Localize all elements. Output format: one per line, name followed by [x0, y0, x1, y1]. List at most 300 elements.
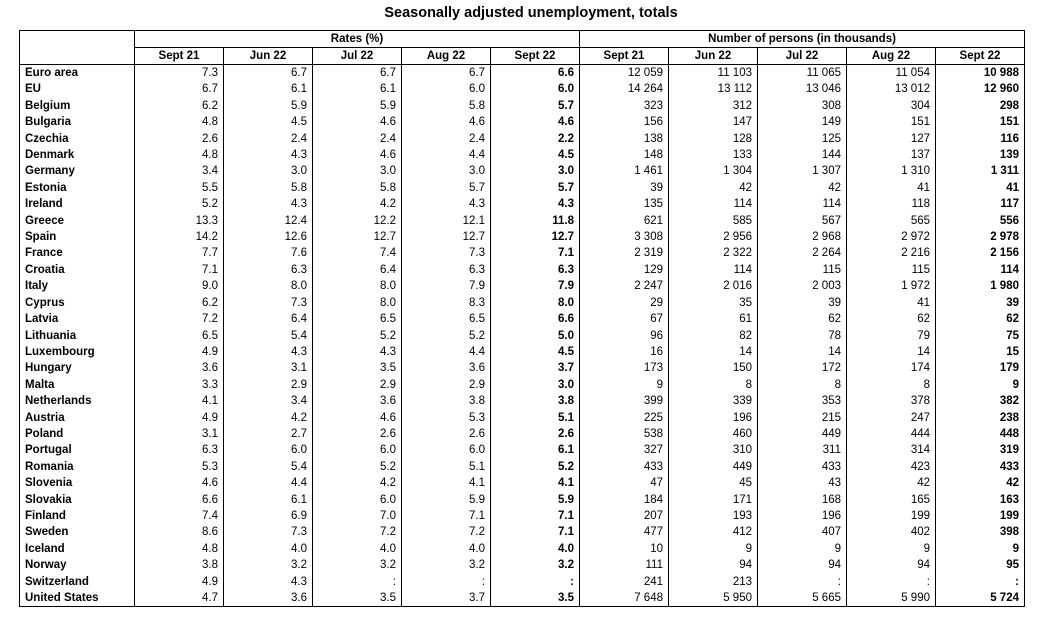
persons-cell: 449 — [758, 426, 847, 442]
persons-cell: 11 065 — [758, 65, 847, 82]
rate-cell: 8.3 — [402, 295, 491, 311]
persons-cell: 1 311 — [936, 163, 1025, 179]
persons-cell: 193 — [669, 508, 758, 524]
persons-cell: 41 — [847, 295, 936, 311]
rate-cell: 3.0 — [224, 163, 313, 179]
table-row — [20, 278, 1025, 294]
rate-cell: 7.2 — [402, 524, 491, 540]
unemployment-table — [19, 30, 1025, 607]
persons-cell: 172 — [758, 360, 847, 376]
rate-cell: 5.2 — [313, 328, 402, 344]
rate-cell: 4.5 — [491, 147, 580, 163]
rate-cell: 2.4 — [402, 131, 491, 147]
rate-cell: 2.4 — [224, 131, 313, 147]
persons-cell: 135 — [580, 196, 669, 212]
rate-cell: 2.4 — [313, 131, 402, 147]
persons-cell: 398 — [936, 524, 1025, 540]
rate-cell: 4.6 — [402, 114, 491, 130]
persons-cell: 538 — [580, 426, 669, 442]
rate-cell: 4.6 — [135, 475, 224, 491]
rate-cell: 4.8 — [135, 147, 224, 163]
rates-period-header: Jun 22 — [224, 48, 313, 65]
rate-cell: 5.1 — [402, 459, 491, 475]
persons-cell: 433 — [758, 459, 847, 475]
persons-cell: 148 — [580, 147, 669, 163]
rate-cell: 4.4 — [402, 147, 491, 163]
persons-cell: 15 — [936, 344, 1025, 360]
rate-cell: 4.5 — [224, 114, 313, 130]
persons-cell: 147 — [669, 114, 758, 130]
persons-cell: 39 — [936, 295, 1025, 311]
rate-cell: 6.6 — [491, 311, 580, 327]
rate-cell: 7.9 — [491, 278, 580, 294]
persons-cell: 433 — [936, 459, 1025, 475]
rate-cell: 3.5 — [313, 590, 402, 607]
persons-cell: 179 — [936, 360, 1025, 376]
rate-cell: 7.7 — [135, 245, 224, 261]
rate-cell: 7.2 — [135, 311, 224, 327]
persons-cell: 407 — [758, 524, 847, 540]
persons-cell: 412 — [669, 524, 758, 540]
rate-cell: 7.6 — [224, 245, 313, 261]
persons-cell: 323 — [580, 98, 669, 114]
table-row — [20, 541, 1025, 557]
rate-cell: 6.3 — [402, 262, 491, 278]
table-row — [20, 114, 1025, 130]
rate-cell: 4.9 — [135, 410, 224, 426]
persons-cell: 94 — [847, 557, 936, 573]
persons-cell: 353 — [758, 393, 847, 409]
persons-cell: 174 — [847, 360, 936, 376]
persons-cell: 9 — [936, 377, 1025, 393]
rate-cell: 6.7 — [402, 65, 491, 82]
rate-cell: 6.1 — [224, 492, 313, 508]
persons-cell: 115 — [847, 262, 936, 278]
rate-cell: 6.7 — [313, 65, 402, 82]
persons-cell: 1 972 — [847, 278, 936, 294]
persons-cell: 184 — [580, 492, 669, 508]
rate-cell: 2.9 — [224, 377, 313, 393]
persons-cell: 133 — [669, 147, 758, 163]
rate-cell: 6.6 — [491, 65, 580, 82]
rate-cell: 8.0 — [491, 295, 580, 311]
persons-cell: 12 059 — [580, 65, 669, 82]
rate-cell: 3.2 — [491, 557, 580, 573]
persons-period-header: Jun 22 — [669, 48, 758, 65]
table-row — [20, 492, 1025, 508]
rate-cell: 4.2 — [313, 196, 402, 212]
country-name: Switzerland — [20, 574, 135, 590]
persons-cell: 196 — [758, 508, 847, 524]
persons-cell: 118 — [847, 196, 936, 212]
rate-cell: 6.6 — [135, 492, 224, 508]
persons-cell: 45 — [669, 475, 758, 491]
rate-cell: 4.3 — [224, 574, 313, 590]
rate-cell: 12.7 — [491, 229, 580, 245]
country-name: Finland — [20, 508, 135, 524]
rate-cell: 4.6 — [313, 114, 402, 130]
persons-period-header: Jul 22 — [758, 48, 847, 65]
persons-cell: 42 — [758, 180, 847, 196]
rate-cell: 5.7 — [491, 98, 580, 114]
table-row — [20, 360, 1025, 376]
persons-cell: 35 — [669, 295, 758, 311]
rate-cell: 4.2 — [224, 410, 313, 426]
persons-cell: 111 — [580, 557, 669, 573]
rate-cell: : — [491, 574, 580, 590]
rate-cell: 7.3 — [135, 65, 224, 82]
persons-cell: 14 — [758, 344, 847, 360]
rate-cell: 5.2 — [313, 459, 402, 475]
rate-cell: 12.7 — [402, 229, 491, 245]
persons-cell: 114 — [758, 196, 847, 212]
persons-period-header: Aug 22 — [847, 48, 936, 65]
persons-cell: 2 264 — [758, 245, 847, 261]
rate-cell: 5.2 — [135, 196, 224, 212]
persons-cell: 41 — [936, 180, 1025, 196]
country-name: Germany — [20, 163, 135, 179]
table-row — [20, 410, 1025, 426]
persons-cell: 2 972 — [847, 229, 936, 245]
persons-cell: 168 — [758, 492, 847, 508]
rate-cell: 3.2 — [402, 557, 491, 573]
persons-cell: 10 — [580, 541, 669, 557]
table-row — [20, 65, 1025, 82]
persons-cell: 67 — [580, 311, 669, 327]
persons-cell: 585 — [669, 213, 758, 229]
persons-cell: : — [936, 574, 1025, 590]
table-row — [20, 131, 1025, 147]
country-name: Belgium — [20, 98, 135, 114]
rate-cell: 4.9 — [135, 574, 224, 590]
country-name: United States — [20, 590, 135, 607]
rate-cell: 4.3 — [402, 196, 491, 212]
rate-cell: 2.6 — [491, 426, 580, 442]
table-row — [20, 377, 1025, 393]
persons-cell: 62 — [847, 311, 936, 327]
country-name: Italy — [20, 278, 135, 294]
rate-cell: 6.0 — [402, 442, 491, 458]
persons-cell: 308 — [758, 98, 847, 114]
rate-cell: 3.8 — [491, 393, 580, 409]
country-name: Sweden — [20, 524, 135, 540]
rate-cell: 6.2 — [135, 98, 224, 114]
persons-cell: 11 103 — [669, 65, 758, 82]
persons-cell: 1 980 — [936, 278, 1025, 294]
rate-cell: 3.5 — [491, 590, 580, 607]
rate-cell: 2.9 — [402, 377, 491, 393]
rate-cell: 3.1 — [135, 426, 224, 442]
rate-cell: 7.0 — [313, 508, 402, 524]
rate-cell: 7.2 — [313, 524, 402, 540]
rate-cell: 12.4 — [224, 213, 313, 229]
persons-cell: 47 — [580, 475, 669, 491]
persons-cell: 82 — [669, 328, 758, 344]
table-row — [20, 475, 1025, 491]
rate-cell: 6.0 — [313, 442, 402, 458]
rate-cell: 14.2 — [135, 229, 224, 245]
rate-cell: 4.3 — [313, 344, 402, 360]
rate-cell: 2.9 — [313, 377, 402, 393]
rate-cell: 5.4 — [224, 328, 313, 344]
persons-cell: 129 — [580, 262, 669, 278]
persons-cell: 14 — [669, 344, 758, 360]
rate-cell: : — [402, 574, 491, 590]
persons-cell: 42 — [936, 475, 1025, 491]
rate-cell: 7.1 — [402, 508, 491, 524]
table-row — [20, 524, 1025, 540]
rate-cell: 5.2 — [402, 328, 491, 344]
table-row — [20, 344, 1025, 360]
persons-cell: : — [847, 574, 936, 590]
persons-cell: 213 — [669, 574, 758, 590]
country-name: Cyprus — [20, 295, 135, 311]
rate-cell: 7.1 — [135, 262, 224, 278]
persons-cell: 8 — [758, 377, 847, 393]
rate-cell: 7.9 — [402, 278, 491, 294]
rate-cell: 5.9 — [402, 492, 491, 508]
persons-cell: 2 216 — [847, 245, 936, 261]
rate-cell: 4.0 — [224, 541, 313, 557]
persons-cell: 128 — [669, 131, 758, 147]
rate-cell: 3.6 — [135, 360, 224, 376]
rate-cell: 7.1 — [491, 508, 580, 524]
persons-cell: 114 — [669, 262, 758, 278]
persons-cell: 449 — [669, 459, 758, 475]
rate-cell: 5.8 — [313, 180, 402, 196]
rate-cell: 3.7 — [402, 590, 491, 607]
table-row — [20, 442, 1025, 458]
rate-cell: 6.5 — [135, 328, 224, 344]
table-row — [20, 590, 1025, 607]
persons-cell: 621 — [580, 213, 669, 229]
rate-cell: 6.9 — [224, 508, 313, 524]
persons-cell: 79 — [847, 328, 936, 344]
rate-cell: 3.4 — [224, 393, 313, 409]
persons-cell: 402 — [847, 524, 936, 540]
rate-cell: 8.6 — [135, 524, 224, 540]
persons-cell: 3 308 — [580, 229, 669, 245]
rate-cell: 2.6 — [135, 131, 224, 147]
rates-period-header: Sept 21 — [135, 48, 224, 65]
persons-cell: 29 — [580, 295, 669, 311]
persons-cell: 423 — [847, 459, 936, 475]
country-name: Lithuania — [20, 328, 135, 344]
rate-cell: 6.0 — [491, 81, 580, 97]
country-name: Ireland — [20, 196, 135, 212]
table-row — [20, 98, 1025, 114]
country-name: Iceland — [20, 541, 135, 557]
persons-cell: 311 — [758, 442, 847, 458]
persons-cell: 196 — [669, 410, 758, 426]
persons-cell: 139 — [936, 147, 1025, 163]
persons-cell: 127 — [847, 131, 936, 147]
country-name: Latvia — [20, 311, 135, 327]
country-name: Bulgaria — [20, 114, 135, 130]
rate-cell: 4.1 — [402, 475, 491, 491]
rate-cell: 8.0 — [313, 295, 402, 311]
rate-cell: 6.1 — [224, 81, 313, 97]
persons-cell: 14 264 — [580, 81, 669, 97]
rate-cell: 3.6 — [402, 360, 491, 376]
persons-cell: 207 — [580, 508, 669, 524]
persons-cell: 8 — [847, 377, 936, 393]
rate-cell: 4.6 — [313, 410, 402, 426]
persons-cell: 94 — [669, 557, 758, 573]
rate-cell: 4.6 — [313, 147, 402, 163]
persons-cell: 16 — [580, 344, 669, 360]
persons-cell: 2 978 — [936, 229, 1025, 245]
rate-cell: 7.3 — [402, 245, 491, 261]
persons-cell: 62 — [758, 311, 847, 327]
country-name: Estonia — [20, 180, 135, 196]
rate-cell: 5.3 — [135, 459, 224, 475]
country-name: Slovenia — [20, 475, 135, 491]
persons-cell: 8 — [669, 377, 758, 393]
table-row — [20, 295, 1025, 311]
rate-cell: 3.3 — [135, 377, 224, 393]
country-name: Romania — [20, 459, 135, 475]
persons-cell: 1 310 — [847, 163, 936, 179]
table-row — [20, 393, 1025, 409]
table-row — [20, 328, 1025, 344]
rate-cell: 2.6 — [402, 426, 491, 442]
country-name: Euro area — [20, 65, 135, 82]
table-row — [20, 459, 1025, 475]
persons-cell: 137 — [847, 147, 936, 163]
persons-cell: 1 304 — [669, 163, 758, 179]
rate-cell: 2.7 — [224, 426, 313, 442]
rate-cell: 6.3 — [135, 442, 224, 458]
rate-cell: 3.6 — [224, 590, 313, 607]
persons-cell: 94 — [758, 557, 847, 573]
persons-cell: 163 — [936, 492, 1025, 508]
persons-cell: 2 322 — [669, 245, 758, 261]
rates-period-header: Aug 22 — [402, 48, 491, 65]
rate-cell: 4.4 — [402, 344, 491, 360]
country-name: Croatia — [20, 262, 135, 278]
country-name: Norway — [20, 557, 135, 573]
rate-cell: 8.0 — [313, 278, 402, 294]
country-name: Austria — [20, 410, 135, 426]
persons-cell: 144 — [758, 147, 847, 163]
rate-cell: 4.3 — [224, 344, 313, 360]
persons-cell: 41 — [847, 180, 936, 196]
rate-cell: 6.5 — [402, 311, 491, 327]
persons-cell: 149 — [758, 114, 847, 130]
rate-cell: 2.6 — [313, 426, 402, 442]
persons-cell: 7 648 — [580, 590, 669, 607]
rate-cell: 3.2 — [313, 557, 402, 573]
persons-cell: 247 — [847, 410, 936, 426]
persons-cell: 241 — [580, 574, 669, 590]
country-name: Portugal — [20, 442, 135, 458]
corner-cell — [20, 31, 135, 65]
persons-cell: 117 — [936, 196, 1025, 212]
persons-cell: 96 — [580, 328, 669, 344]
rate-cell: 4.3 — [224, 147, 313, 163]
country-name: France — [20, 245, 135, 261]
rate-cell: 6.7 — [224, 65, 313, 82]
rate-cell: 6.7 — [135, 81, 224, 97]
persons-cell: 1 307 — [758, 163, 847, 179]
rate-cell: 4.9 — [135, 344, 224, 360]
rate-cell: 6.0 — [313, 492, 402, 508]
persons-cell: 433 — [580, 459, 669, 475]
persons-cell: 304 — [847, 98, 936, 114]
rate-cell: 4.5 — [491, 344, 580, 360]
rate-cell: 4.4 — [224, 475, 313, 491]
persons-cell: 312 — [669, 98, 758, 114]
rate-cell: 5.5 — [135, 180, 224, 196]
persons-cell: 165 — [847, 492, 936, 508]
persons-cell: 95 — [936, 557, 1025, 573]
rate-cell: 4.1 — [135, 393, 224, 409]
rate-cell: 6.4 — [313, 262, 402, 278]
persons-cell: 156 — [580, 114, 669, 130]
persons-cell: 43 — [758, 475, 847, 491]
persons-cell: 5 950 — [669, 590, 758, 607]
rate-cell: 4.1 — [491, 475, 580, 491]
persons-cell: 225 — [580, 410, 669, 426]
country-name: Denmark — [20, 147, 135, 163]
rate-cell: 3.8 — [402, 393, 491, 409]
persons-cell: 5 724 — [936, 590, 1025, 607]
rate-cell: 3.1 — [224, 360, 313, 376]
persons-cell: 13 046 — [758, 81, 847, 97]
rate-cell: 5.7 — [402, 180, 491, 196]
country-name: Czechia — [20, 131, 135, 147]
rate-cell: 3.0 — [491, 163, 580, 179]
persons-cell: 115 — [758, 262, 847, 278]
rate-cell: : — [313, 574, 402, 590]
table-row — [20, 311, 1025, 327]
rate-cell: 3.0 — [313, 163, 402, 179]
persons-cell: 444 — [847, 426, 936, 442]
persons-cell: 151 — [847, 114, 936, 130]
persons-cell: 114 — [669, 196, 758, 212]
rate-cell: 5.8 — [402, 98, 491, 114]
rate-cell: 12.1 — [402, 213, 491, 229]
persons-cell: 2 319 — [580, 245, 669, 261]
persons-cell: 215 — [758, 410, 847, 426]
persons-cell: 298 — [936, 98, 1025, 114]
persons-cell: 319 — [936, 442, 1025, 458]
persons-cell: 339 — [669, 393, 758, 409]
persons-cell: 9 — [580, 377, 669, 393]
table-row — [20, 557, 1025, 573]
persons-cell: 327 — [580, 442, 669, 458]
persons-cell: 567 — [758, 213, 847, 229]
rate-cell: 5.0 — [491, 328, 580, 344]
persons-cell: 173 — [580, 360, 669, 376]
country-name: Slovakia — [20, 492, 135, 508]
rate-cell: 6.0 — [402, 81, 491, 97]
persons-cell: 399 — [580, 393, 669, 409]
persons-cell: 13 112 — [669, 81, 758, 97]
rate-cell: 3.7 — [491, 360, 580, 376]
rate-cell: 7.1 — [491, 524, 580, 540]
persons-period-header: Sept 21 — [580, 48, 669, 65]
persons-cell: 12 960 — [936, 81, 1025, 97]
country-name: Malta — [20, 377, 135, 393]
persons-cell: 199 — [847, 508, 936, 524]
rate-cell: 5.7 — [491, 180, 580, 196]
persons-cell: 138 — [580, 131, 669, 147]
persons-cell: 9 — [847, 541, 936, 557]
persons-cell: 448 — [936, 426, 1025, 442]
persons-cell: 2 247 — [580, 278, 669, 294]
